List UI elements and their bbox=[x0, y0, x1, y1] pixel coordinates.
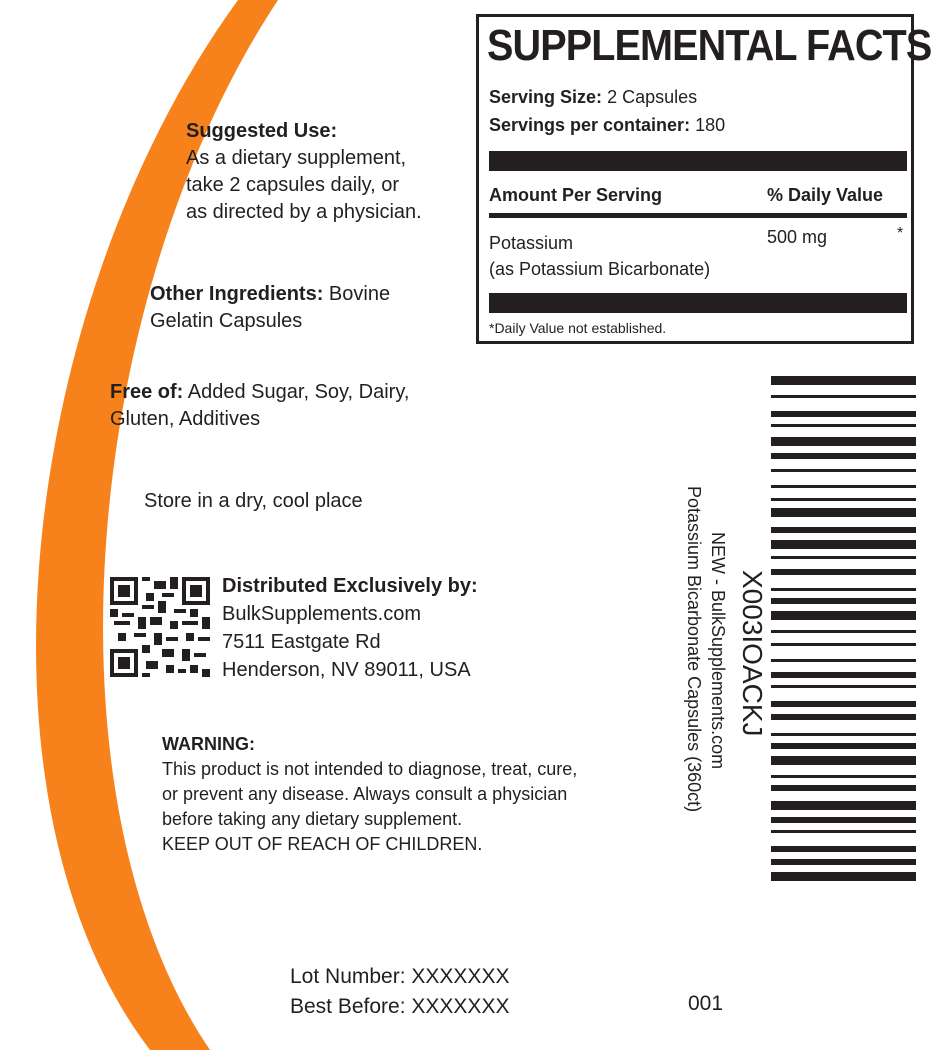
distributor-line: Henderson, NV 89011, USA bbox=[222, 659, 471, 681]
suggested-use-line: take 2 capsules daily, or bbox=[186, 174, 400, 196]
lot-label: Lot Number: bbox=[290, 965, 406, 988]
qr-code-icon bbox=[110, 577, 210, 677]
warning-label: WARNING: bbox=[162, 734, 255, 754]
amount-per-serving-header: Amount Per Serving bbox=[489, 185, 663, 205]
suggested-use-line: as directed by a physician. bbox=[186, 201, 422, 223]
free-of-text: Added Sugar, Soy, Dairy, bbox=[183, 381, 410, 403]
warning-line: or prevent any disease. Always consult a physician bbox=[162, 784, 568, 804]
servings-per-container bbox=[489, 115, 725, 136]
serving-size-value: 2 Capsules bbox=[607, 87, 698, 107]
distributor-line: BulkSupplements.com bbox=[222, 603, 421, 625]
barcode-code: X003IOACKJ bbox=[737, 570, 768, 737]
barcode-label-line2: Potassium Bicarbonate Capsules (360ct) bbox=[684, 486, 704, 813]
warning-line: This product is not intended to diagnose, treat, cure, bbox=[162, 759, 578, 779]
serving-size-label: Serving Size: bbox=[489, 87, 603, 107]
suggested-use-label: Suggested Use: bbox=[186, 120, 338, 142]
thick-divider-top bbox=[489, 151, 907, 171]
warning-line: KEEP OUT OF REACH OF CHILDREN. bbox=[162, 834, 483, 854]
medium-divider bbox=[489, 213, 907, 218]
lot-info bbox=[290, 962, 509, 1022]
other-ingredients-label: Other Ingredients: bbox=[150, 283, 324, 305]
barcode-icon bbox=[771, 376, 916, 956]
servings-value: 180 bbox=[695, 115, 726, 135]
free-of-text: Gluten, Additives bbox=[110, 408, 261, 430]
distributor-line: 7511 Eastgate Rd bbox=[222, 631, 381, 653]
thick-divider-bottom bbox=[489, 293, 907, 313]
best-before-value: XXXXXXX bbox=[411, 995, 510, 1018]
servings-label: Servings per container: bbox=[489, 115, 691, 135]
ingredient-name: Potassium bbox=[489, 233, 574, 253]
code-number: 001 bbox=[688, 992, 724, 1015]
storage-instructions: Store in a dry, cool place bbox=[144, 490, 363, 512]
free-of-label: Free of: bbox=[110, 381, 184, 403]
other-ingredients bbox=[150, 281, 390, 335]
lot-value: XXXXXXX bbox=[411, 965, 510, 988]
serving-size bbox=[489, 87, 697, 108]
supplement-facts-panel bbox=[476, 14, 932, 344]
ingredient-dv: * bbox=[897, 225, 904, 242]
ingredient-source: (as Potassium Bicarbonate) bbox=[489, 259, 711, 279]
facts-footnote: *Daily Value not established. bbox=[489, 320, 667, 336]
distributor-label: Distributed Exclusively by: bbox=[222, 575, 478, 597]
free-of bbox=[110, 379, 409, 433]
warning bbox=[162, 732, 577, 857]
other-ingredients-text: Bovine bbox=[323, 283, 391, 305]
other-ingredients-text: Gelatin Capsules bbox=[150, 310, 303, 332]
facts-title: SUPPLEMENTAL FACTS bbox=[487, 21, 932, 70]
ingredient-amount: 500 mg bbox=[767, 227, 828, 247]
distributor bbox=[222, 572, 478, 684]
warning-line: before taking any dietary supplement. bbox=[162, 809, 463, 829]
suggested-use-line: As a dietary supplement, bbox=[186, 147, 407, 169]
barcode-label-line1: NEW - BulkSupplements.com bbox=[708, 532, 728, 770]
best-before-label: Best Before: bbox=[290, 995, 406, 1018]
daily-value-header: % Daily Value bbox=[767, 185, 884, 205]
suggested-use bbox=[186, 118, 422, 226]
